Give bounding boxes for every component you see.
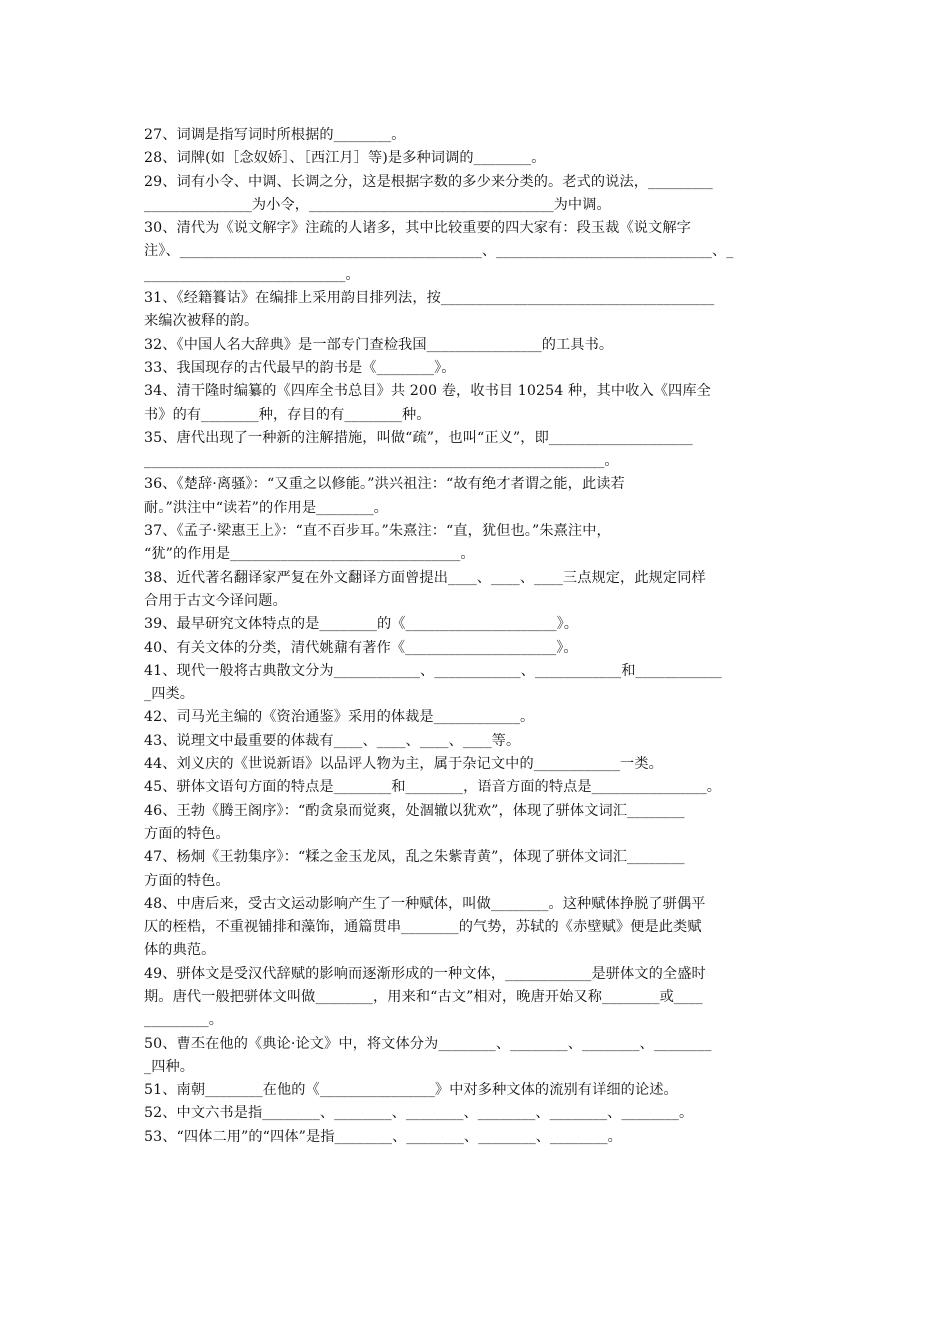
question-item — [144, 730, 808, 753]
question-item — [144, 1033, 808, 1080]
question-item — [144, 753, 808, 776]
question-text-line: 40、有关文体的分类，清代姚鼐有著作《_____________________》。 — [144, 639, 578, 656]
question-text-line: 39、最早研究文体特点的是________的《_____________________》。 — [144, 616, 579, 633]
question-text-line: 注》、__________________________________________、______________________________、_ — [144, 243, 734, 260]
question-text-line: 期。唐代一般把骈体文叫做________，用来和“古文”相对，晚唐开始又称________或____ — [144, 988, 703, 1005]
question-item — [144, 147, 808, 170]
question-text-line: 44、刘义庆的《世说新语》以品评人物为主，属于杂记文中的____________一类。 — [144, 756, 663, 773]
question-text-line: 方面的特色。 — [144, 872, 230, 889]
question-text-line: 30、清代为《说文解字》注疏的人诸多，其中比较重要的四大家有：段玉裁《说文解字 — [144, 220, 691, 237]
question-text-line: 41、现代一般将古典散文分为____________、____________、____________和____________ — [144, 662, 722, 679]
question-item — [144, 520, 808, 567]
question-item — [144, 637, 808, 660]
question-item — [144, 1102, 808, 1125]
question-item — [144, 380, 808, 427]
question-text-line: “犹”的作用是________________________________。 — [144, 546, 475, 563]
question-text-line: 36、《楚辞·离骚》：“又重之以修能。”洪兴祖注：“故有绝才者谓之能，此读若 — [144, 476, 625, 493]
question-text-line: 体的典范。 — [144, 942, 216, 959]
question-text-line: _四种。 — [144, 1058, 195, 1075]
question-text-line: 38、近代著名翻译家严复在外文翻译方面曾提出____、____、____三点规定，此规定同样 — [144, 569, 706, 586]
question-text-line: 51、南朝________在他的《________________》中对多种文体的流别有详细的论述。 — [144, 1082, 678, 1099]
question-text-line: 46、王勃《腾王阁序》：“酌贪泉而觉爽，处涸辙以犹欢”，体现了骈体文词汇________ — [144, 802, 685, 819]
question-item — [144, 1126, 808, 1149]
question-text-line: 49、骈体文是受汉代辞赋的影响而逐渐形成的一种文体，____________是骈体文的全盛时 — [144, 965, 706, 982]
question-text-line: _________。 — [144, 1012, 224, 1029]
question-text-line: 28、词牌(如［念奴娇］、［西江月］等)是多种词调的________。 — [144, 150, 546, 167]
question-text-line: 31、《经籍籑诂》在编排上采用韵目排列法，按______________________________________ — [144, 290, 715, 307]
question-item — [144, 846, 808, 893]
question-text-line: ________________________________________________________________。 — [144, 453, 619, 470]
question-text-line: 34、清干隆时编纂的《四库全书总目》共 200 卷，收书目 10254 种，其中收入《四库全 — [144, 383, 711, 400]
question-item — [144, 427, 808, 474]
question-item — [144, 171, 808, 218]
question-item — [144, 334, 808, 357]
question-list — [144, 124, 808, 1149]
question-item — [144, 217, 808, 287]
question-text-line: 50、曹丕在他的《典论·论文》中，将文体分为________、________、________、________ — [144, 1035, 712, 1052]
question-item — [144, 1079, 808, 1102]
question-text-line: 45、骈体文语句方面的特点是________和________，语音方面的特点是________________。 — [144, 779, 722, 796]
question-item — [144, 357, 808, 380]
question-text-line: 35、唐代出现了一种新的注解措施，叫做“疏”，也叫“正义”，即____________________ — [144, 429, 693, 446]
question-text-line: 48、中唐后来，受古文运动影响产生了一种赋体，叫做________。这种赋体挣脱了骈偶平 — [144, 895, 706, 912]
question-text-line: 37、《孟子·梁惠王上》：“直不百步耳。”朱熹注：“直，犹但也。”朱熹注中， — [144, 523, 611, 540]
question-item — [144, 613, 808, 636]
question-item — [144, 963, 808, 1033]
question-item — [144, 706, 808, 729]
question-text-line: 33、我国现存的古代最早的韵书是《________》。 — [144, 359, 456, 376]
question-item — [144, 660, 808, 707]
question-text-line: ____________________________。 — [144, 266, 360, 283]
question-item — [144, 473, 808, 520]
question-text-line: 29、词有小令、中调、长调之分，这是根据字数的多少来分类的。老式的说法，_________ — [144, 173, 713, 190]
question-text-line: 43、说理文中最重要的体裁有____、____、____、____等。 — [144, 732, 521, 749]
question-text-line: 27、词调是指写词时所根据的________。 — [144, 127, 406, 143]
question-item — [144, 776, 808, 799]
question-text-line: 47、杨炯《王勃集序》：“糅之金玉龙凤，乱之朱紫青黄”，体现了骈体文词汇________ — [144, 849, 685, 866]
question-text-line: _______________为小令，__________________________________为中调。 — [144, 196, 611, 213]
question-text-line: 32、《中国人名大辞典》是一部专门查检我国________________的工具书。 — [144, 336, 614, 353]
question-text-line: 耐。”洪注中“读若”的作用是________。 — [144, 499, 388, 516]
question-text-line: 来编次被释的韵。 — [144, 313, 259, 330]
question-text-line: 方面的特色。 — [144, 825, 230, 842]
question-text-line: 52、中文六书是指________、________、________、________、________、________。 — [144, 1105, 694, 1122]
question-text-line: 仄的桎梏，不重视铺排和藻饰，通篇贯串________的气势，苏轼的《赤壁赋》便是此类赋 — [144, 919, 702, 936]
question-item — [144, 124, 808, 147]
question-text-line: 42、司马光主编的《资治通鉴》采用的体裁是____________。 — [144, 709, 535, 726]
question-item — [144, 567, 808, 614]
question-item — [144, 800, 808, 847]
question-text-line: _四类。 — [144, 686, 195, 703]
question-text-line: 53、“四体二用”的“四体”是指________、________、________、________。 — [144, 1128, 622, 1145]
question-text-line: 书》的有________种，存目的有________种。 — [144, 406, 431, 423]
question-item — [144, 893, 808, 963]
question-text-line: 合用于古文今译问题。 — [144, 592, 287, 609]
question-item — [144, 287, 808, 334]
